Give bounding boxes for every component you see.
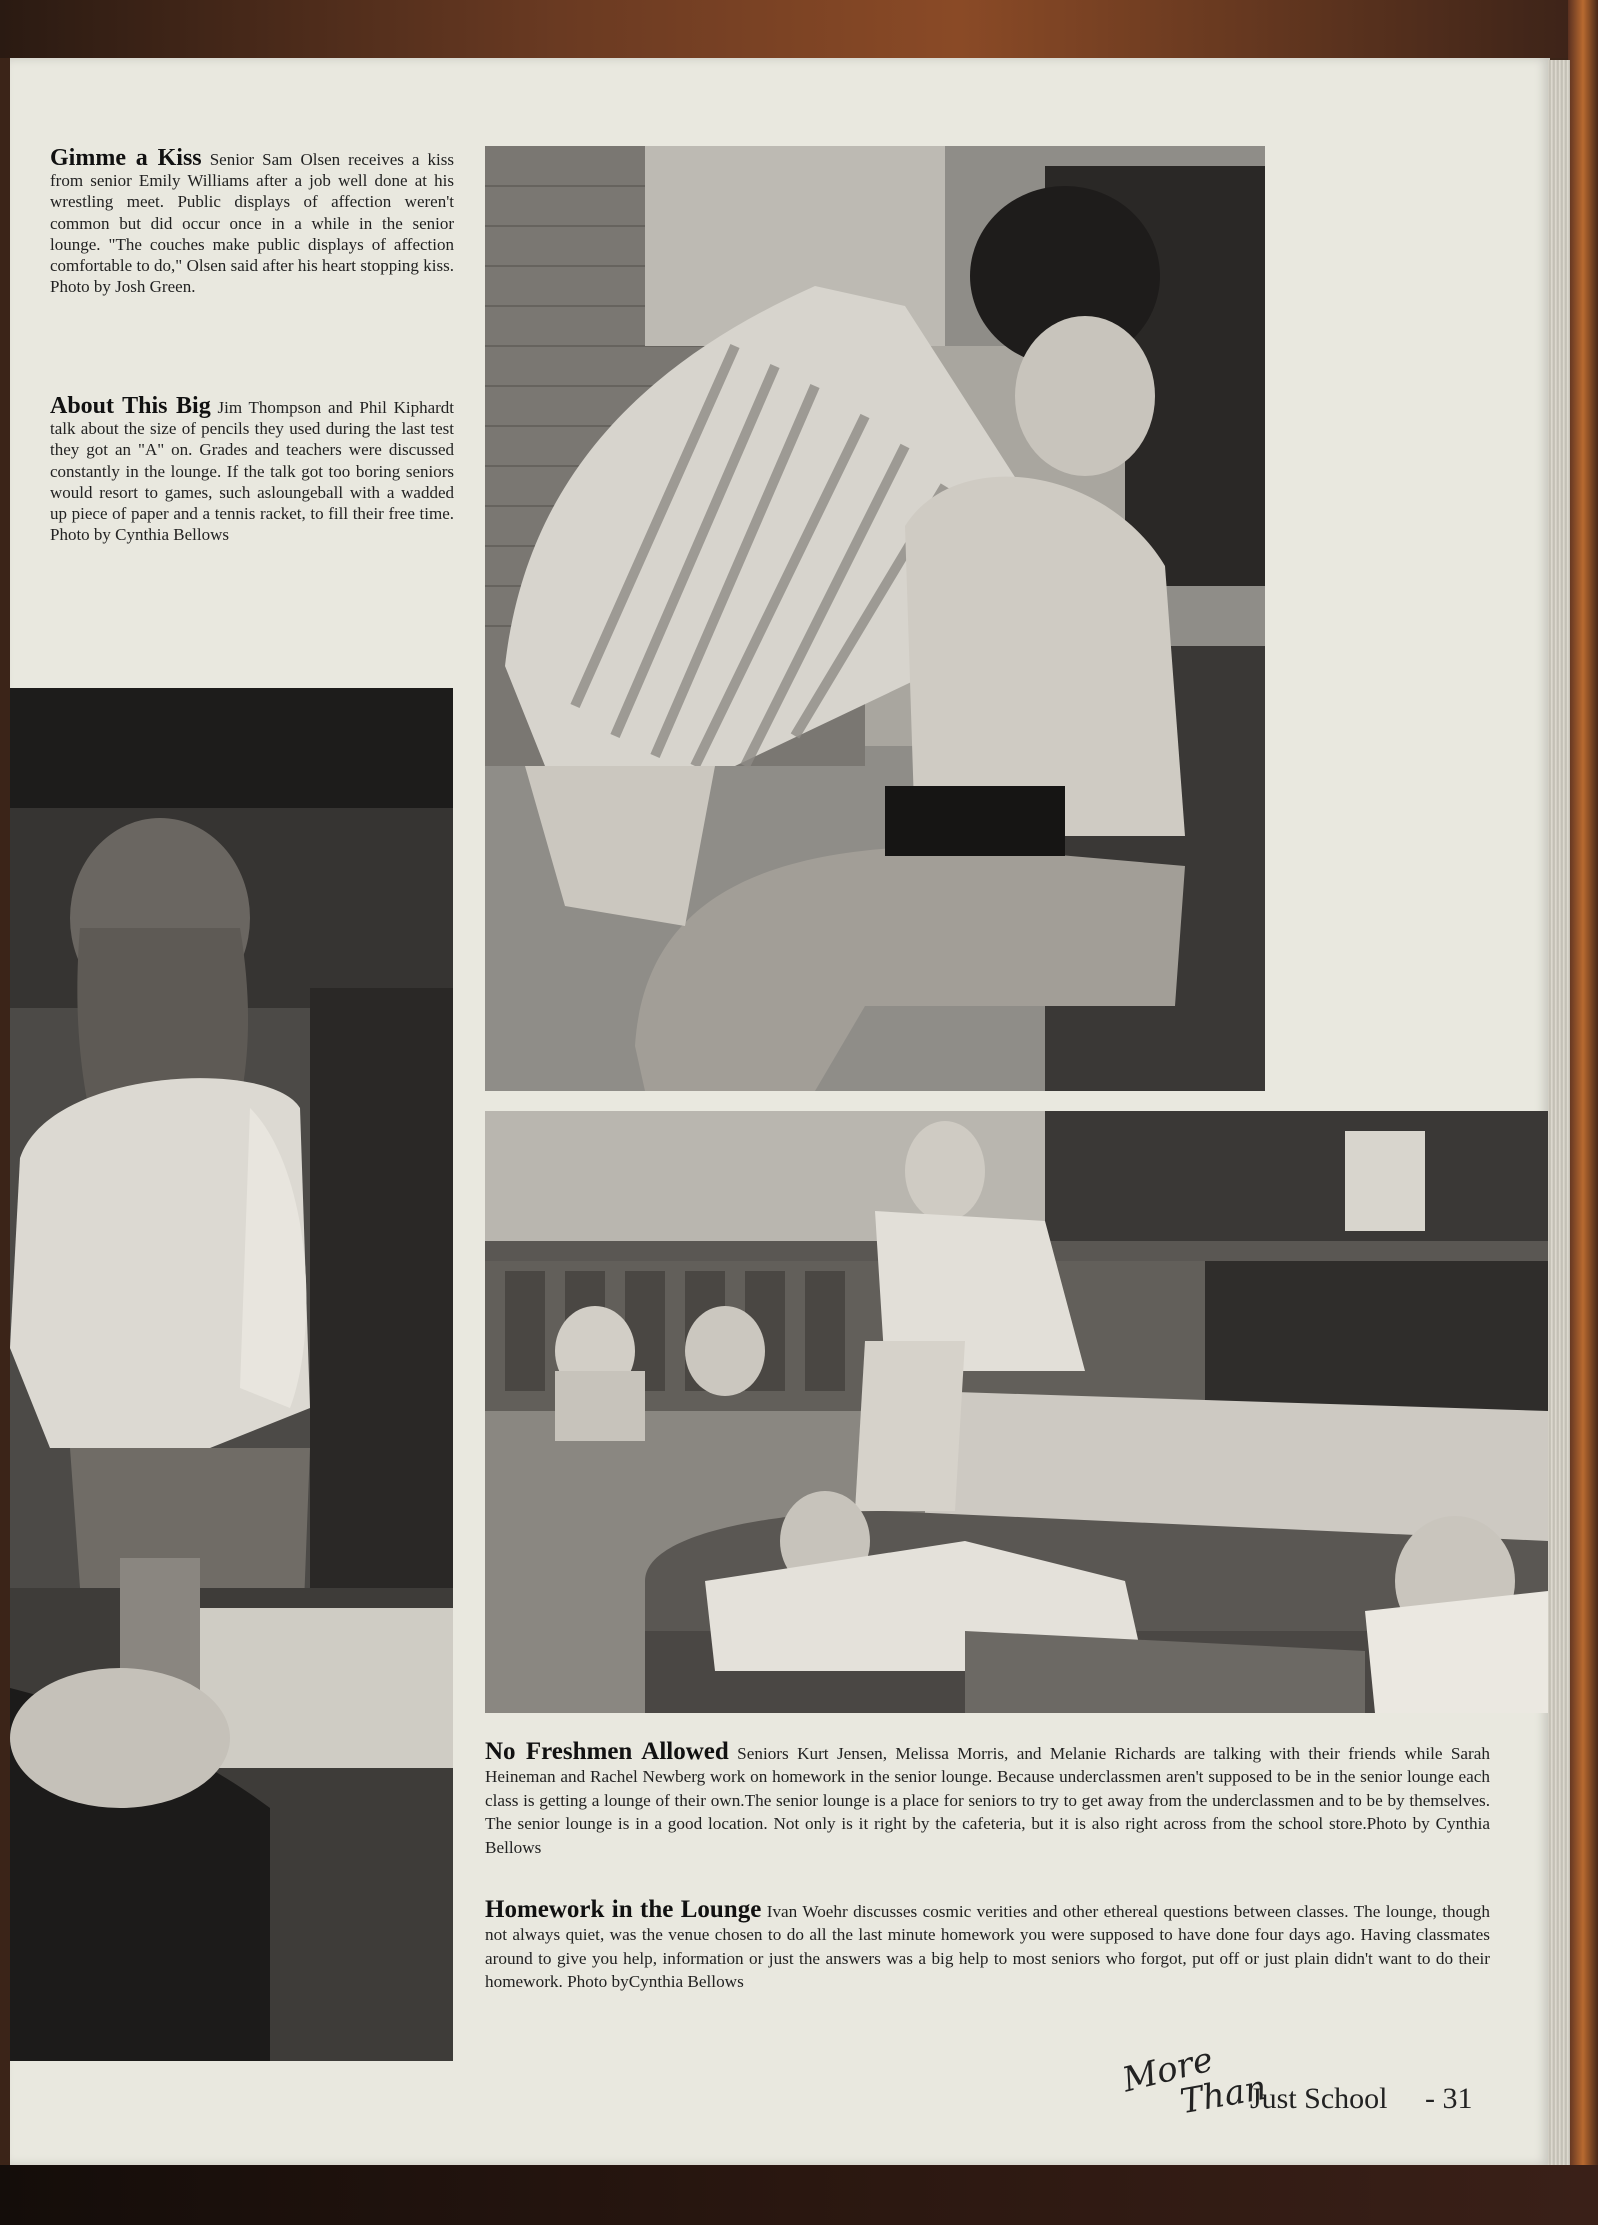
caption-headline: Gimme a Kiss — [50, 145, 202, 171]
photo-senior-lounge — [485, 1111, 1548, 1713]
page-number: - 31 — [1425, 2082, 1473, 2115]
footer-script-more: More — [1118, 2039, 1218, 2101]
page-stack-edges — [1548, 60, 1570, 2165]
caption-no-freshmen-allowed — [485, 1740, 1490, 1859]
scan-background-bottom — [0, 2165, 1598, 2225]
caption-about-this-big — [50, 393, 455, 545]
caption-gimme-a-kiss — [50, 145, 454, 297]
caption-body: Jim Thompson and Phil Kiphardt talk about the size of pencils they used during the last test they got an "A" on. Grades and teachers were discussed constantly in the lounge. If the talk got too boring seniors would resort to games, such asloungeball with a wadded up piece of paper and a tennis racket, to fill their free time. Photo by Cynthia Bellows — [50, 398, 455, 545]
footer-script-than: Than — [1177, 2067, 1270, 2123]
caption-headline: Homework in the Lounge — [485, 1896, 762, 1923]
caption-body: Seniors Kurt Jensen, Melissa Morris, and Melanie Richards are talking with their friends while Sarah Heineman and Rachel Newberg work on homework in the senior lounge. Because underclassmen aren't supposed to be in the senior lounge each class is getting a lounge of their own.The senior lounge is a place for seniors to try to get away from the underclassmen and to be by themselves. The senior lounge is in a good location. Not only is it right by the cafeteria, but it is also right across from the school store.Photo by Cynthia Bellows — [485, 1744, 1491, 1857]
scan-background-top — [0, 0, 1598, 58]
photo-about-this-big — [10, 688, 453, 2061]
book-cover-edge — [1568, 0, 1598, 2225]
caption-headline: About This Big — [50, 393, 211, 419]
caption-body: Senior Sam Olsen receives a kiss from senior Emily Williams after a job well done at his wrestling meet. Public displays of affection weren't common but did occur once in a while in the senior lounge. "The couches make public displays of affection comfortable to do," Olsen said after his heart stopping kiss. Photo by Josh Green. — [50, 150, 454, 297]
caption-headline: No Freshmen Allowed — [485, 1738, 729, 1765]
footer-section-title: Just School — [1250, 2082, 1388, 2115]
caption-homework-in-the-lounge — [485, 1898, 1490, 1994]
photo-kiss — [485, 146, 1265, 1091]
caption-body: Ivan Woehr discusses cosmic verities and other ethereal questions between classes. The lounge, though not always quiet, was the venue chosen to do all the last minute homework you were supposed to have done four days ago. Having classmates around to give you help, information or just the answers was a big help to most seniors who forgot, put off or just plain didn't want to do their homework. Photo byCynthia Bellows — [485, 1902, 1490, 1992]
